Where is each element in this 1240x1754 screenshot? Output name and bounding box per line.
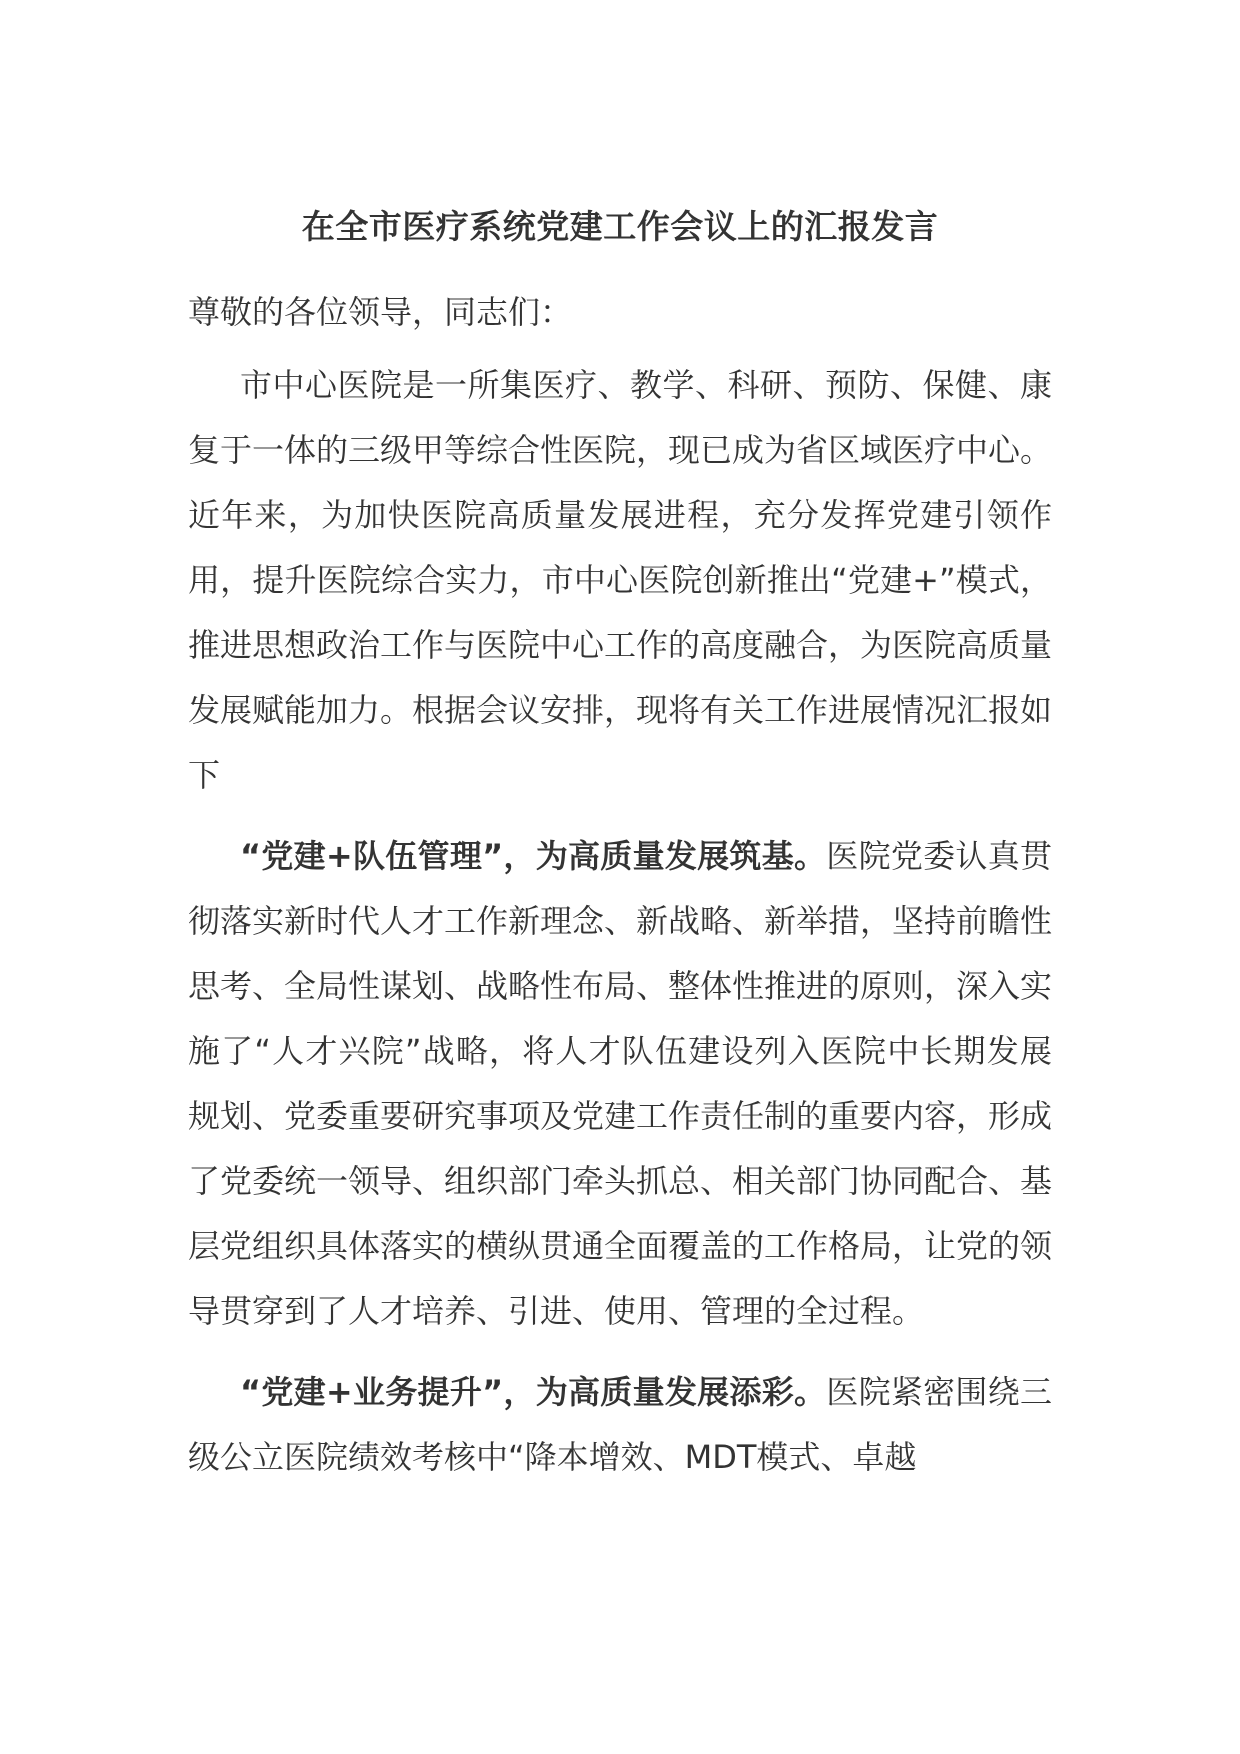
document-title: 在全市医疗系统党建工作会议上的汇报发言	[301, 207, 939, 246]
paragraph-text: 市中心医院是一所集医疗、教学、科研、预防、保健、康复于一体的三级甲等综合性医院，现已成为省区域医疗中心。近年来，为加快医院高质量发展进程，充分发挥党建引领作用，提升医院综合实力，市中心医院创新推出“党建+”模式，推进思想政治工作与医院中心工作的高度融合，为医院高质量发展赋能加力。根据会议安排，现将有关工作进展情况汇报如下	[188, 366, 1053, 794]
paragraph-lead-heading: “党建+业务提升”，为高质量发展添彩。	[240, 1373, 827, 1411]
paragraph-business-improvement	[188, 1360, 1052, 1490]
greeting: 尊敬的各位领导，同志们：	[188, 293, 573, 331]
paragraph-team-management	[188, 824, 1052, 1344]
paragraph-text: 医院紧密围绕三级公立医院绩效考核中“降本增效、MDT模式、卓越	[188, 1373, 1052, 1476]
paragraph-text: 医院党委认真贯彻落实新时代人才工作新理念、新战略、新举措，坚持前瞻性思考、全局性谋划、战略性布局、整体性推进的原则，深入实施了“人才兴院”战略，将人才队伍建设列入医院中长期发展规划、党委重要研究事项及党建工作责任制的重要内容，形成了党委统一领导、组织部门牵头抓总、相关部门协同配合、基层党组织具体落实的横纵贯通全面覆盖的工作格局，让党的领导贯穿到了人才培养、引进、使用、管理的全过程。	[188, 837, 1053, 1330]
document-body	[188, 280, 1052, 1490]
paragraph-intro	[188, 353, 1052, 808]
paragraph-lead-heading: “党建+队伍管理”，为高质量发展筑基。	[240, 837, 827, 875]
